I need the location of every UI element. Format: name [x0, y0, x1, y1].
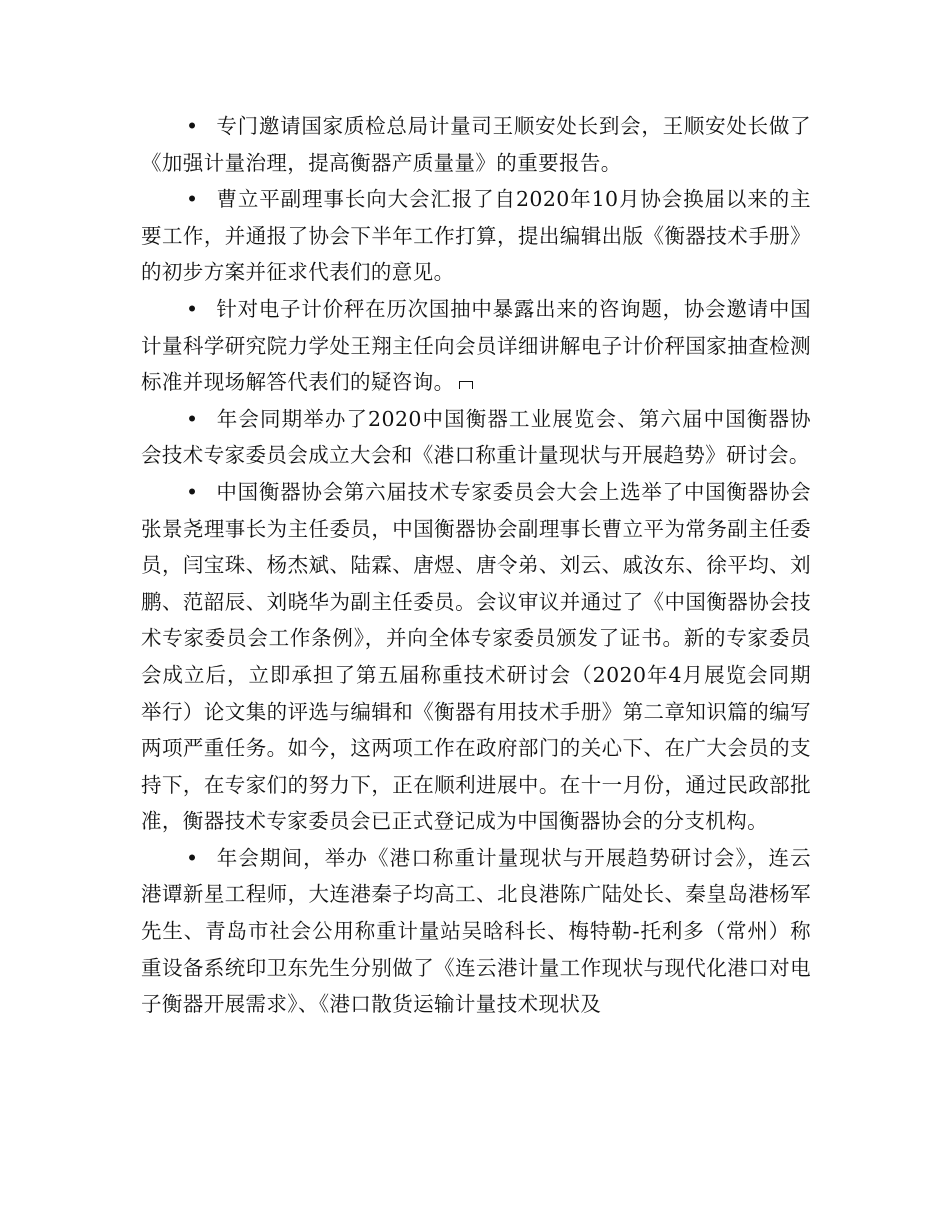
bullet-icon: • [186, 114, 199, 138]
paragraph-text: 曹立平副理事长向大会汇报了自2020年10月协会换届以来的主要工作，并通报了协会下半年工作打算，提出编辑出版《衡器技术手册》的初步方案并征求代表们的意见。 [141, 187, 811, 285]
bracket-mark-icon [459, 381, 473, 389]
paragraph-text: 专门邀请国家质检总局计量司王顺安处长到会，王顺安处长做了《加强计量治理，提高衡器产质量量》的重要报告。 [141, 114, 811, 175]
bullet-icon: • [186, 187, 199, 212]
paragraph-text: 针对电子计价秤在历次国抽中暴露出来的咨询题，协会邀请中国计量科学研究院力学处王翔主任向会员详细讲解电子计价秤国家抽查检测标准并现场解答代表们的疑咨询。 [141, 296, 811, 395]
bullet-icon: • [186, 479, 199, 504]
bullet-paragraph [141, 291, 811, 401]
paragraph-text: 年会同期举办了2020中国衡器工业展览会、第六届中国衡器协会技术专家委员会成立大会和《港口称重计量现状与开展趋势》研讨会。 [141, 406, 811, 468]
bullet-paragraph [141, 108, 811, 181]
bullet-icon: • [186, 406, 199, 431]
bullet-icon: • [186, 845, 199, 870]
bullet-paragraph [141, 401, 811, 474]
document-body [141, 108, 811, 1023]
bullet-paragraph [141, 474, 811, 840]
paragraph-text: 中国衡器协会第六届技术专家委员会大会上选举了中国衡器协会张景尧理事长为主任委员，中国衡器协会副理事长曹立平为常务副主任委员，闫宝珠、杨杰斌、陆霖、唐煜、唐令弟、刘云、戚汝东、徐平均、刘鹏、范韶辰、刘晓华为副主任委员。会议审议并通过了《中国衡器协会技术专家委员会工作条例》，并向全体专家委员颁发了证书。新的专家委员会成立后，立即承担了第五届称重技术研讨会（2020年4月展览会同期举行）论文集的评选与编辑和《衡器有用技术手册》第二章知识篇的编写两项严重任务。如今，这两项工作在政府部门的关心下、在广大会员的支持下，在专家们的努力下，正在顺利进展中。在十一月份，通过民政部批准，衡器技术专家委员会已正式登记成为中国衡器协会的分支机构。 [141, 479, 811, 834]
paragraph-text: 年会期间，举办《港口称重计量现状与开展趋势研讨会》，连云港谭新星工程师，大连港秦子均高工、北良港陈广陆处长、秦皇岛港杨军先生、青岛市社会公用称重计量站吴晗科长、梅特勒-托利多（常州）称重设备系统印卫东先生分别做了《连云港计量工作现状与现代化港口对电子衡器开展需求》、《港口散货运输计量技术现状及 [141, 845, 811, 1017]
bullet-icon: • [186, 296, 199, 321]
bullet-paragraph [141, 840, 811, 1023]
bullet-paragraph [141, 181, 811, 291]
